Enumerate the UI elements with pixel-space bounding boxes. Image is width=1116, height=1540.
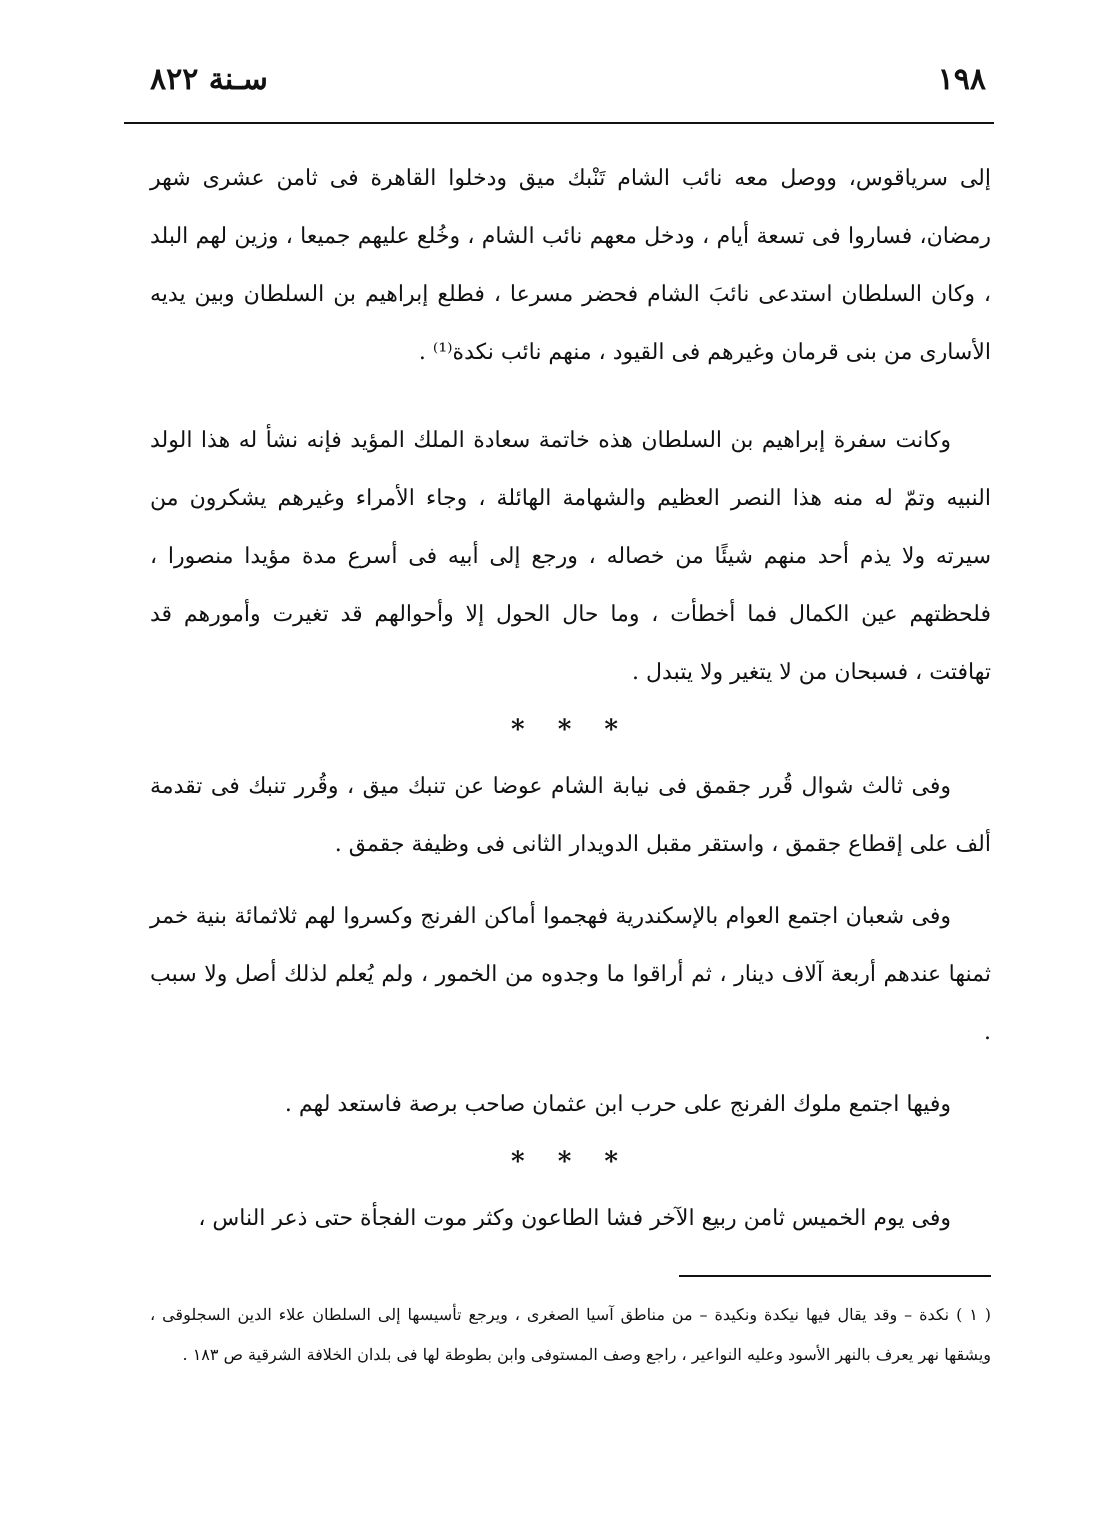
paragraph-4: وفى شعبان اجتمع العوام بالإسكندرية فهجموا أماكن الفرنج وكسروا لهم ثلاثمائة بنية خمر ثمنها عندهم أربعة آلاف دينار ، ثم أراقوا ما وجدوه من الخمور ، ولم يُعلم لذلك أصل ولا سبب . bbox=[150, 904, 991, 1045]
paragraph-gap bbox=[150, 382, 991, 412]
paragraph-6: وفى يوم الخميس ثامن ربيع الآخر فشا الطاعون وكثر موت الفجأة حتى ذعر الناس ، bbox=[198, 1206, 951, 1231]
page-number: ١٩٨ bbox=[937, 62, 986, 97]
section-separator-1: * * * bbox=[511, 715, 630, 745]
paragraph-3: وفى ثالث شوال قُرر جقمق فى نيابة الشام عوضا عن تنبك ميق ، وقُرر تنبك فى تقدمة ألف على إقطاع جقمق ، واستقر مقبل الدويدار الثانى فى وظيفة جقمق . bbox=[150, 774, 991, 857]
header-rule bbox=[124, 122, 994, 124]
paragraph-1: إلى سرياقوس، ووصل معه نائب الشام تَنْبك ميق ودخلوا القاهرة فى ثامن عشرى شهر رمضان، فساروا فى تسعة أيام ، ودخل معهم نائب الشام ، وخُلع عليهم جميعا ، وزين لهم البلد ، وكان السلطان استدعى نائبَ الشام فحضر مسرعا ، فطلع إبراهيم بن السلطان وبين يديه الأسارى من بنى قرمان وغيرهم فى القيود ، منهم نائب نكدة⁽¹⁾ . bbox=[150, 166, 991, 365]
page-header bbox=[130, 62, 986, 102]
section-separator-2: * * * bbox=[511, 1147, 630, 1177]
footnote: ( ١ ) نكدة – وقد يقال فيها نيكدة ونكيدة – من مناطق آسيا الصغرى ، ويرجع تأسيسها إلى السلطان علاء الدين السجلوقى ، ويشقها نهر يعرف بالنهر الأسود وعليه النواعير ، راجع وصف المستوفى وابن بطوطة لها فى بلدان الخلافة الشرقية ص ١٨٣ . bbox=[150, 1305, 991, 1364]
paragraph-gap bbox=[150, 874, 991, 888]
footnote-rule bbox=[679, 1275, 991, 1277]
running-title: سـنة ٨٢٢ bbox=[150, 62, 268, 97]
main-text bbox=[150, 150, 991, 1248]
paragraph-5: وفيها اجتمع ملوك الفرنج على حرب ابن عثمان صاحب برصة فاستعد لهم . bbox=[284, 1092, 951, 1117]
paragraph-gap bbox=[150, 1062, 991, 1076]
paragraph-2: وكانت سفرة إبراهيم بن السلطان هذه خاتمة سعادة الملك المؤيد فإنه نشأ له هذا الولد النبيه وتمّ له منه هذا النصر العظيم والشهامة الهائلة ، وجاء الأمراء وغيرهم يشكرون من سيرته ولا يذم أحد منهم شيئًا من خصاله ، ورجع إلى أبيه فى أسرع مدة مؤيدا منصورا ، فلحظتهم عين الكمال فما أخطأت ، وما حال الحول إلا وأحوالهم قد تغيرت وأمورهم قد تهافتت ، فسبحان من لا يتغير ولا يتبدل . bbox=[150, 428, 991, 685]
